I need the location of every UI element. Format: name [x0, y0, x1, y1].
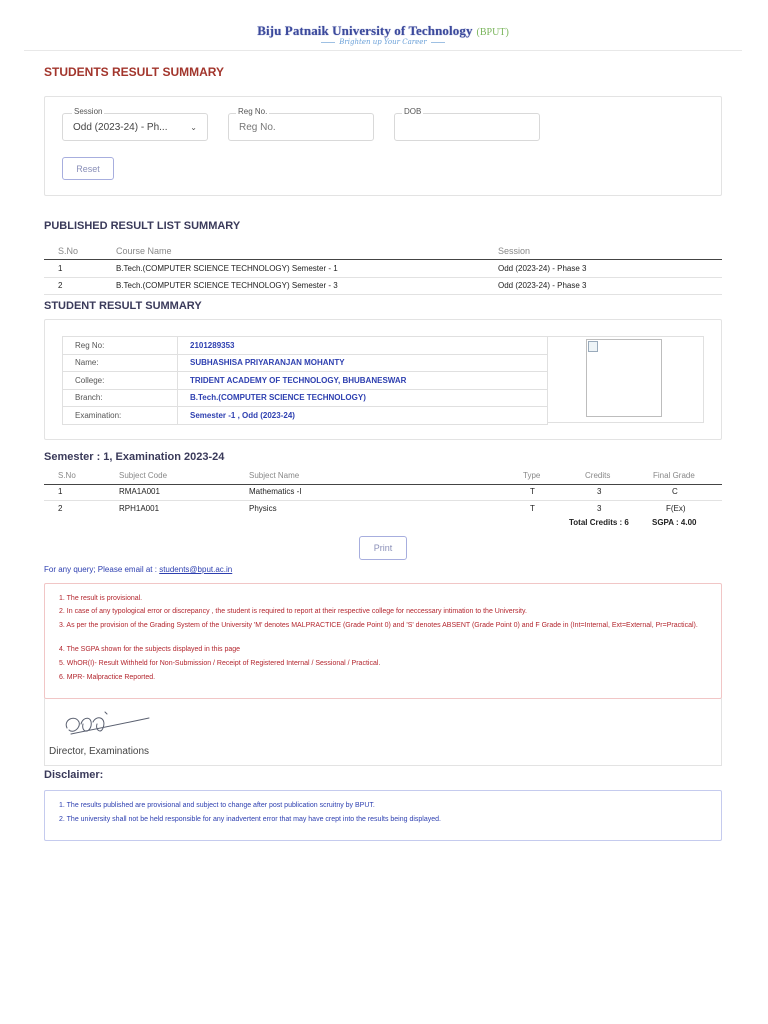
cell-subject-code: RPH1A001	[119, 504, 160, 513]
cell-session: Odd (2023-24) - Phase 3	[498, 281, 587, 290]
disclaimer-title: Disclaimer:	[44, 769, 104, 781]
cell-sno: 2	[58, 504, 63, 513]
cell-subject-code: RMA1A001	[119, 487, 160, 496]
signature-image	[61, 706, 153, 740]
note-item: 2. In case of any typological error or discrepancy , the student is required to report at their respective college for neccessary intimation to the University.	[59, 608, 527, 615]
sgpa: SGPA : 4.00	[652, 518, 697, 527]
query-text: For any query; Please email at :	[44, 565, 157, 574]
col-type: Type	[523, 471, 541, 480]
cell-course: B.Tech.(COMPUTER SCIENCE TECHNOLOGY) Semester - 1	[116, 264, 338, 273]
col-session: Session	[498, 246, 531, 256]
page-title: STUDENTS RESULT SUMMARY	[44, 65, 224, 79]
session-select[interactable]	[62, 107, 208, 141]
disclaimer-card	[44, 790, 722, 841]
cell-subject-name: Mathematics -I	[249, 487, 302, 496]
tagline-text: Brighten up Your Career	[339, 38, 427, 46]
reset-button[interactable]: Reset	[62, 157, 114, 180]
chevron-down-icon: ⌄	[190, 122, 197, 132]
note-item: 6. MPR- Malpractice Reported.	[59, 674, 156, 681]
cell-sno: 1	[58, 264, 63, 273]
cell-course: B.Tech.(COMPUTER SCIENCE TECHNOLOGY) Semester - 3	[116, 281, 338, 290]
col-sno: S.No	[58, 471, 76, 480]
col-subject-code: Subject Code	[119, 471, 168, 480]
cell-credits: 3	[597, 504, 602, 513]
query-line	[44, 565, 232, 574]
info-row-branch	[63, 389, 548, 407]
reg-no-input[interactable]	[239, 122, 363, 133]
info-key: Reg No:	[63, 337, 178, 355]
info-key: College:	[63, 372, 178, 390]
filter-card	[44, 96, 722, 196]
info-row-reg-no	[63, 337, 548, 355]
photo-cell	[548, 336, 704, 423]
col-sno: S.No	[58, 246, 79, 256]
cell-credits: 3	[597, 487, 602, 496]
student-summary-title: STUDENT RESULT SUMMARY	[44, 300, 202, 312]
university-name: Biju Patnaik University of Technology	[257, 23, 473, 38]
student-info-card	[44, 319, 722, 440]
student-photo	[586, 339, 662, 417]
published-table	[44, 244, 722, 296]
print-button[interactable]: Print	[359, 536, 407, 560]
info-value: SUBHASHISA PRIYARANJAN MOHANTY	[178, 354, 548, 372]
tagline	[24, 38, 742, 46]
dob-label: DOB	[404, 107, 422, 116]
cell-subject-name: Physics	[249, 504, 277, 513]
signature-title: Director, Examinations	[49, 746, 150, 757]
disclaimer-item: 1. The results published are provisional and subject to change after post publication scruitny by BPUT.	[59, 802, 375, 809]
signature-card	[44, 698, 722, 766]
cell-grade: C	[672, 487, 678, 496]
note-item: 4. The SGPA shown for the subjects displayed in this page	[59, 646, 241, 653]
disclaimer-item: 2. The university shall not be held responsible for any inadvertent error that may have crept into the results being displayed.	[59, 816, 441, 823]
info-row-examination	[63, 407, 548, 425]
semester-title: Semester : 1, Examination 2023-24	[44, 451, 225, 463]
reg-no-group	[228, 107, 374, 141]
col-course-name: Course Name	[116, 246, 172, 256]
published-header-row	[44, 246, 722, 260]
info-value: TRIDENT ACADEMY OF TECHNOLOGY, BHUBANESWAR	[178, 372, 548, 390]
dob-group	[394, 107, 540, 141]
note-item: 5. WhOR(I)- Result Withheld for Non-Submission / Receipt of Registered Internal / Sessional / Practical.	[59, 660, 381, 667]
info-value: B.Tech.(COMPUTER SCIENCE TECHNOLOGY)	[178, 389, 548, 407]
info-key: Name:	[63, 354, 178, 372]
cell-sno: 2	[58, 281, 63, 290]
note-item: 3. As per the provision of the Grading System of the University 'M' denotes MALPRACTICE (Grade Point 0) and 'S' denotes ABSENT (Grade Point 0) and F Grade in (Int=Internal, Ext=External, Pr=Practical).	[59, 622, 698, 629]
student-info-table	[62, 336, 548, 425]
col-subject-name: Subject Name	[249, 471, 300, 480]
cell-grade: F(Ex)	[666, 504, 686, 513]
notes-card	[44, 583, 722, 699]
support-email-link[interactable]: students@bput.ac.in	[159, 565, 233, 574]
semester-table	[44, 470, 722, 534]
note-item: 1. The result is provisional.	[59, 595, 143, 602]
cell-type: T	[530, 504, 535, 513]
dob-input[interactable]	[405, 122, 529, 133]
cell-sno: 1	[58, 487, 63, 496]
cell-type: T	[530, 487, 535, 496]
info-key: Branch:	[63, 389, 178, 407]
site-header	[24, 14, 742, 51]
broken-image-icon	[588, 341, 598, 352]
cell-session: Odd (2023-24) - Phase 3	[498, 264, 587, 273]
published-title: PUBLISHED RESULT LIST SUMMARY	[44, 220, 241, 232]
col-final-grade: Final Grade	[653, 471, 695, 480]
university-abbr: (BPUT)	[476, 27, 509, 38]
info-row-college	[63, 372, 548, 390]
info-value: 2101289353	[178, 337, 548, 355]
info-value: Semester -1 , Odd (2023-24)	[178, 407, 548, 425]
session-value: Odd (2023-24) - Ph...	[73, 121, 168, 133]
reg-no-label: Reg No.	[238, 107, 268, 116]
info-key: Examination:	[63, 407, 178, 425]
session-label: Session	[74, 107, 103, 116]
info-row-name	[63, 354, 548, 372]
col-credits: Credits	[585, 471, 611, 480]
total-credits: Total Credits : 6	[569, 518, 629, 527]
